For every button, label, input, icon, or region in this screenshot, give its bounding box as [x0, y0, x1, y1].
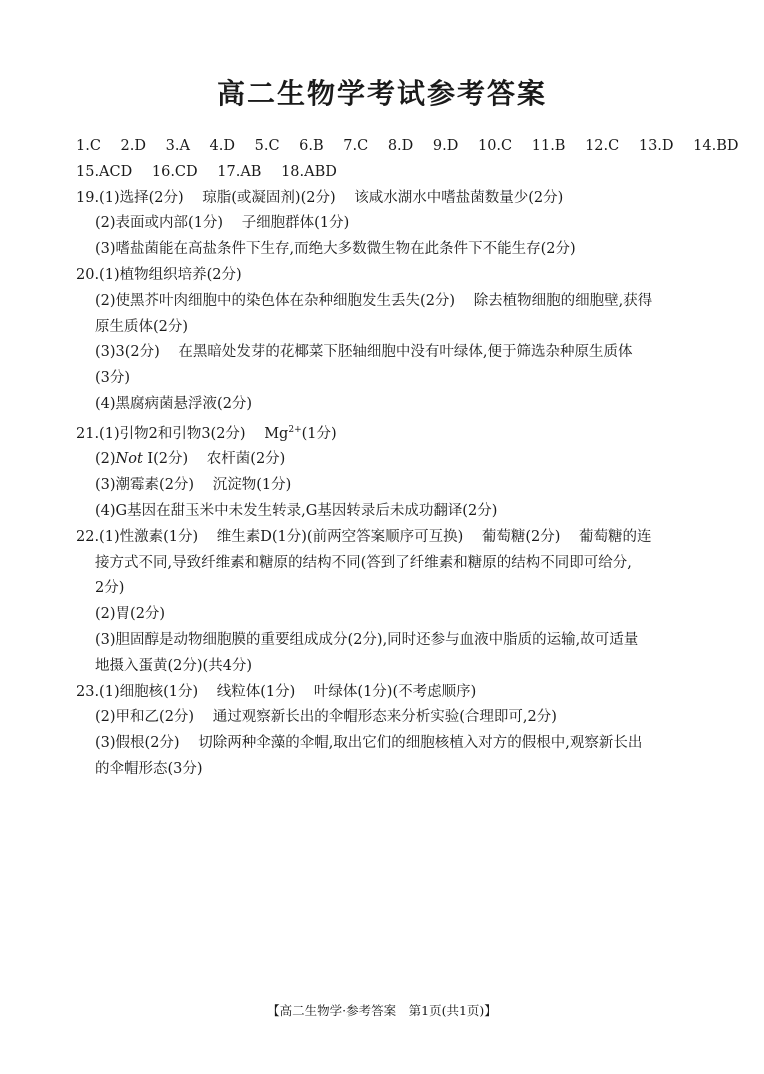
q21-line-1: [76, 418, 696, 448]
q23-line-2: [76, 705, 696, 731]
answer-text: 19.(1)选择(2分): [76, 189, 184, 206]
q22-line-1-cont: [76, 551, 696, 577]
q23-line-3: [76, 731, 696, 757]
answer-text: 20.(1)植物组织培养(2分): [76, 266, 242, 283]
q19-line-1: [76, 186, 696, 212]
q21-line-3: [76, 473, 696, 499]
q20-line-1: [76, 263, 696, 289]
answer-text: (2): [95, 451, 116, 468]
q22-line-3: [76, 628, 696, 654]
q22-line-1: [76, 525, 696, 551]
answer-text: (4)黑腐病菌悬浮液(2分): [95, 395, 253, 412]
q20-line-4: [76, 392, 696, 418]
q20-line-3-cont: [76, 366, 696, 392]
answer-text: Mg: [264, 425, 289, 442]
mcq-answer: 4.D: [209, 138, 236, 154]
answer-text: 21.(1)引物2和引物3(2分): [76, 425, 246, 442]
enzyme-name: Not: [115, 451, 143, 468]
answer-text: 子细胞群体(1分): [241, 215, 350, 232]
mcq-answer: 14.BD: [693, 138, 739, 154]
mcq-answer: 17.AB: [217, 163, 262, 180]
answer-text: 琼脂(或凝固剂)(2分): [202, 189, 336, 206]
q23-line-1: [76, 680, 696, 706]
answer-text: 2分): [95, 580, 125, 597]
mcq-answers-row-2: [76, 160, 696, 186]
answer-text: (1分): [301, 425, 337, 442]
superscript: 2+: [288, 424, 302, 435]
answer-text: (3)假根(2分): [95, 735, 180, 752]
mcq-answer: 7.C: [343, 138, 369, 154]
answer-text: 葡萄糖(2分): [481, 528, 561, 545]
answer-text: 葡萄糖的连: [579, 528, 652, 545]
answer-text: 接方式不同,导致纤维素和糖原的结构不同(答到了纤维素和糖原的结构不同即可给分,: [95, 554, 632, 571]
answer-text: 切除两种伞藻的伞帽,取出它们的细胞核植入对方的假根中,观察新长出: [198, 735, 643, 752]
q21-line-4: [76, 499, 696, 525]
answer-text: (3)嗜盐菌能在高盐条件下生存,而绝大多数微生物在此条件下不能生存(2分): [95, 241, 576, 258]
q22-line-3-cont: [76, 654, 696, 680]
mcq-answer: 12.C: [585, 138, 620, 154]
mcq-answer: 3.A: [165, 138, 190, 154]
answer-text: 线粒体(1分): [216, 683, 296, 700]
mcq-answer: 9.D: [432, 138, 459, 154]
q19-line-3: [76, 237, 696, 263]
answer-text: 23.(1)细胞核(1分): [76, 683, 199, 700]
answer-text: 地摄入蛋黄(2分)(共4分): [95, 657, 253, 674]
mcq-answer: 6.B: [299, 138, 324, 154]
q20-line-3: [76, 340, 696, 366]
answer-text: 原生质体(2分): [95, 318, 189, 335]
mcq-answers-row-1: [76, 134, 739, 160]
answer-text: (4)G基因在甜玉米中未发生转录,G基因转录后未成功翻译(2分): [95, 502, 498, 519]
mcq-answer: 5.C: [254, 138, 280, 154]
answer-text: (2)胃(2分): [95, 606, 166, 623]
answer-text: (3)3(2分): [95, 344, 160, 361]
q22-line-1-cont2: [76, 576, 696, 602]
answer-text: 22.(1)性激素(1分): [76, 528, 199, 545]
answer-text: 在黑暗处发芽的花椰菜下胚轴细胞中没有叶绿体,便于筛选杂种原生质体: [178, 344, 633, 361]
q22-line-2: [76, 602, 696, 628]
answer-text: 的伞帽形态(3分): [95, 760, 203, 777]
answer-text: (3)胆固醇是动物细胞膜的重要组成成分(2分),同时还参与血液中脂质的运输,故可适量: [95, 631, 639, 648]
answer-text: Ⅰ(2分): [142, 451, 189, 468]
answer-text: (3分): [95, 370, 131, 387]
answer-text: 通过观察新长出的伞帽形态来分析实验(合理即可,2分): [212, 709, 557, 726]
mcq-answer: 15.ACD: [76, 163, 133, 180]
answer-text: (2)表面或内部(1分): [95, 215, 224, 232]
answer-text: 农杆菌(2分): [206, 451, 286, 468]
answer-text: 该咸水湖水中嗜盐菌数量少(2分): [354, 189, 564, 206]
page-title: 高二生物学考试参考答案: [216, 77, 547, 110]
answer-text: 叶绿体(1分)(不考虑顺序): [313, 683, 477, 700]
mcq-answer: 2.D: [120, 138, 147, 154]
answer-text: 沉淀物(1分): [212, 477, 292, 494]
answer-text: (2)使黑芥叶肉细胞中的染色体在杂种细胞发生丢失(2分): [95, 292, 456, 309]
answer-text: 除去植物细胞的细胞壁,获得: [473, 292, 653, 309]
answer-text: (2)甲和乙(2分): [95, 709, 195, 726]
mcq-answer: 18.ABD: [281, 163, 337, 180]
mcq-answer: 1.C: [76, 138, 101, 154]
q20-line-2-cont: [76, 315, 696, 341]
mcq-answer: 10.C: [477, 138, 513, 154]
answer-text: 维生素D(1分)(前两空答案顺序可互换): [216, 528, 464, 545]
answer-content: [76, 134, 739, 783]
page-footer: 【高二生物学·参考答案 第1页(共1页)】: [267, 1003, 497, 1018]
answer-text: (3)潮霉素(2分): [95, 477, 195, 494]
q20-line-2: [76, 289, 696, 315]
mcq-answer: 13.D: [638, 138, 674, 154]
q19-line-2: [76, 211, 696, 237]
mcq-answer: 8.D: [387, 138, 414, 154]
mcq-answer: 16.CD: [151, 163, 198, 180]
q23-line-3-cont: [76, 757, 696, 783]
q21-line-2: [76, 447, 696, 473]
mcq-answer: 11.B: [531, 138, 566, 154]
